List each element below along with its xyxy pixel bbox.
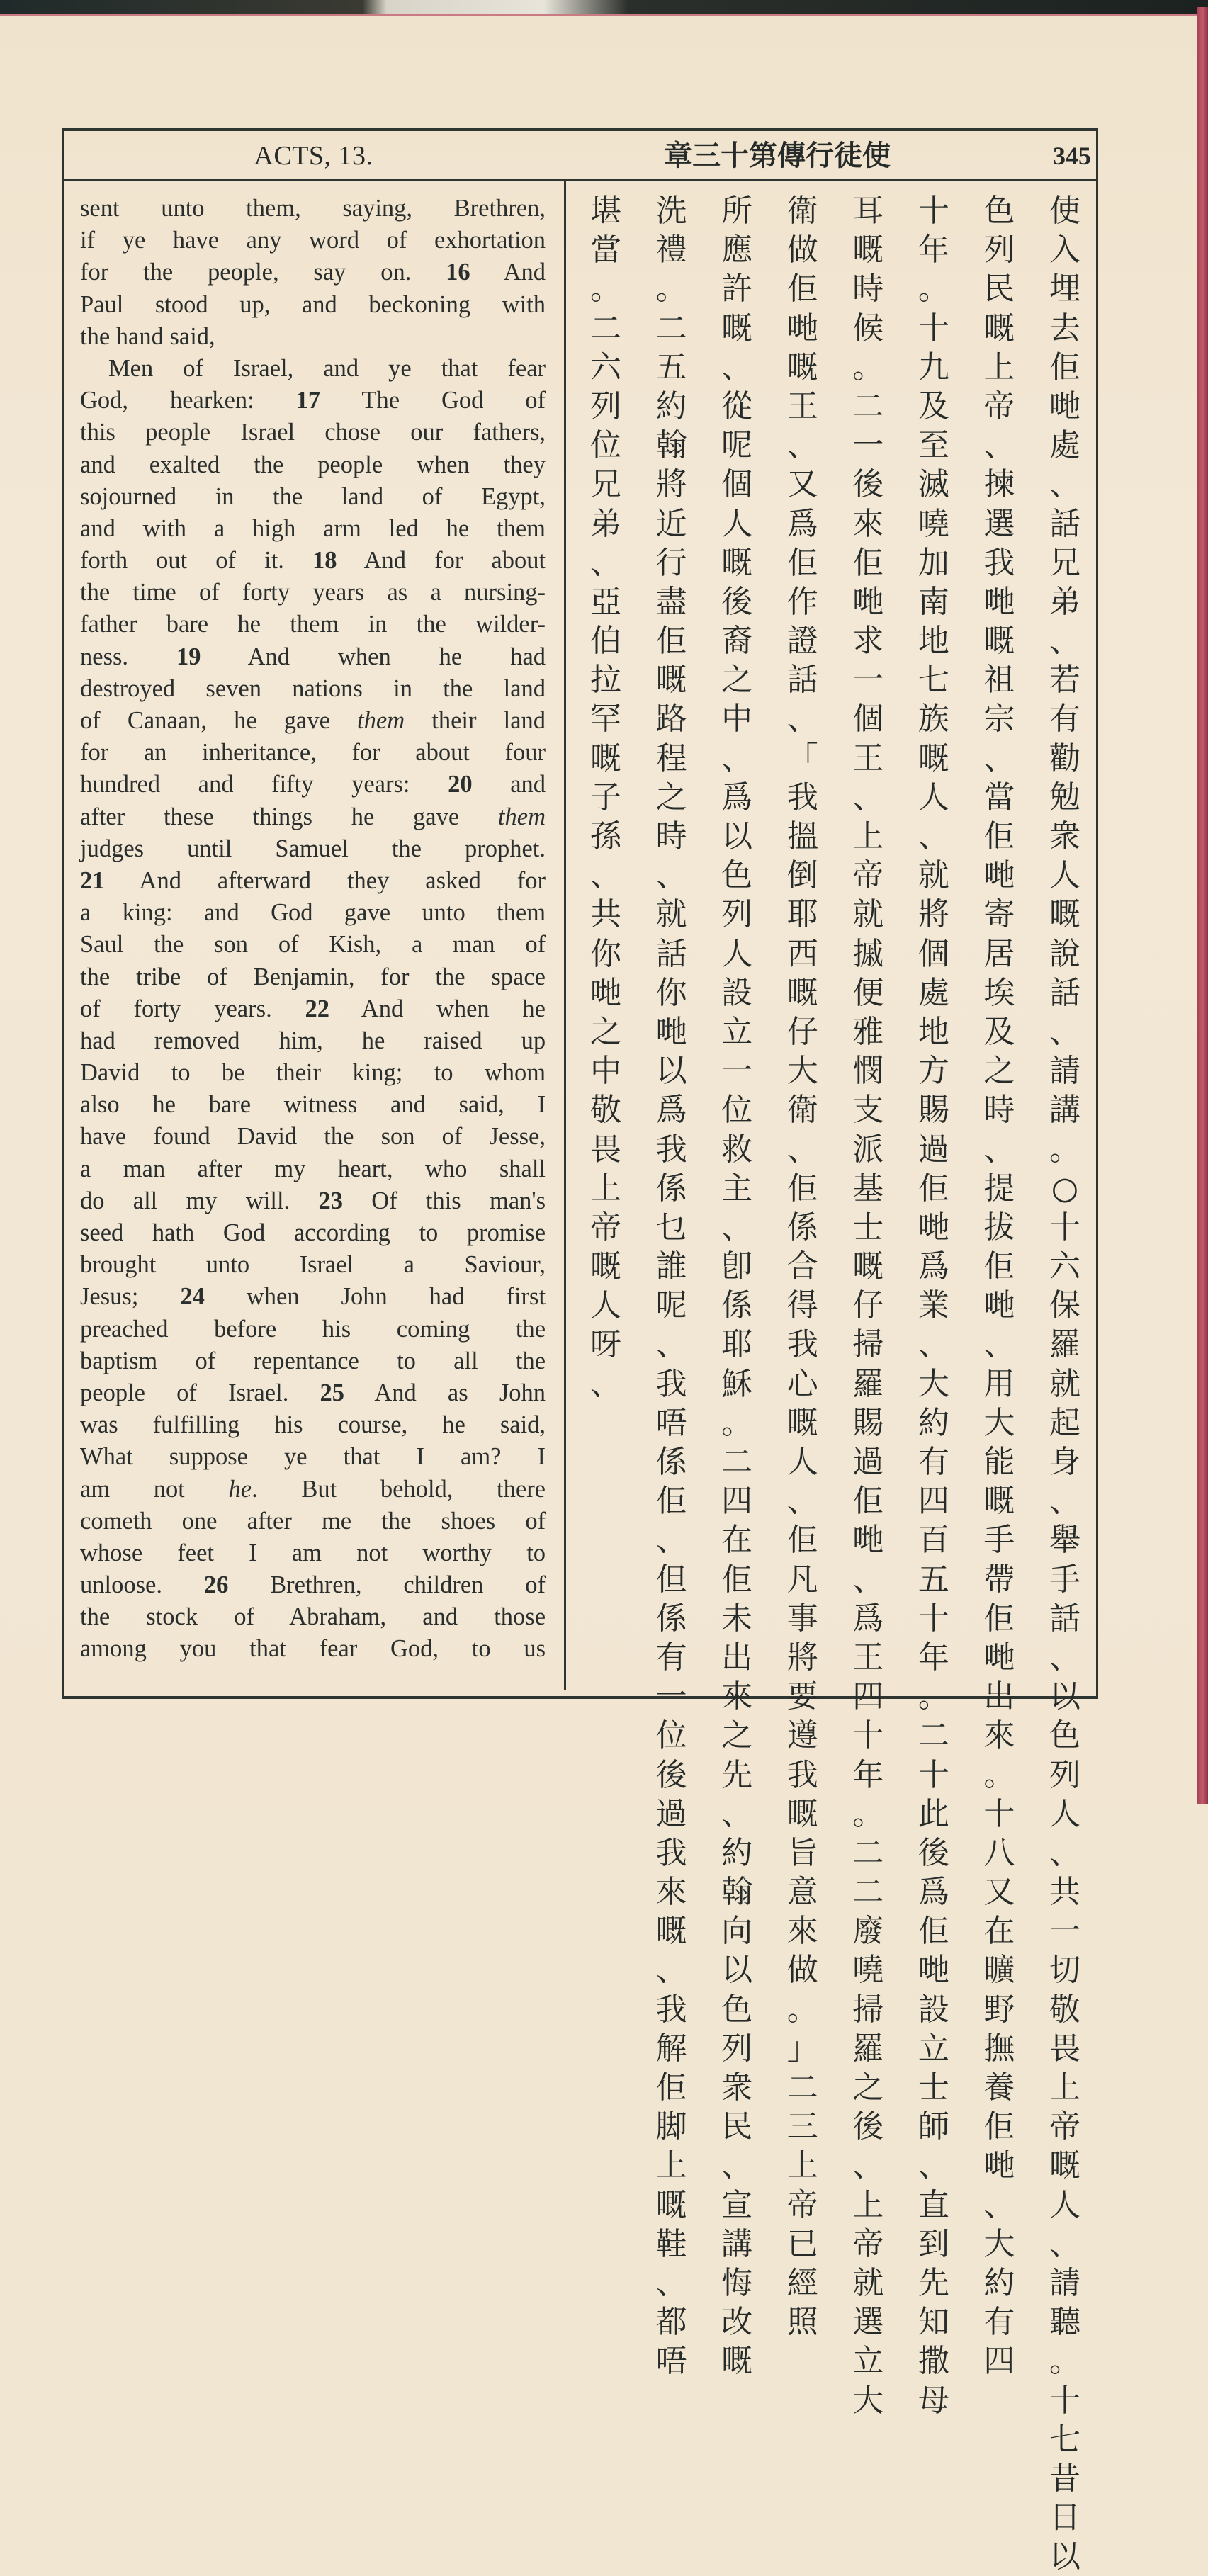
chinese-column: 十 年 。 十 九 及 至 滅 嘵 加 南 地 七 族 嘅 人 、 就 將 個 處 地 方 賜 過 佢 哋 爲 業 、 大 約 有 四 百 五 十 年 。 二 十 此 後 爲 佢 哋 設 立 士 師 、 直 到 先 知 撒 母 xyxy=(918,193,949,2419)
verse-number: 20 xyxy=(448,771,473,798)
english-line: Paul stood up, and beckoning with xyxy=(80,290,546,318)
running-header-chinese: 章三十第傳行徒使 xyxy=(664,139,891,172)
english-line: forth out of it. 18 And for about xyxy=(80,547,546,575)
english-line: ness. 19 And when he had xyxy=(80,643,546,670)
english-line: this people Israel chose our fathers, xyxy=(80,419,546,446)
verse-number: 18 xyxy=(312,547,337,575)
verse-number: 22 xyxy=(305,995,329,1022)
chinese-text-column xyxy=(581,191,1090,2575)
english-line: am not he. But behold, there xyxy=(80,1475,546,1503)
chinese-column: 洗 禮 。 二 五 約 翰 將 近 行 盡 佢 嘅 路 程 之 時 、 就 話 你 哋 以 爲 我 係 乜 誰 呢 、 我 唔 係 佢 、 但 係 有 一 位 後 過 我 來 嘅 、 我 解 佢 脚 上 嘅 鞋 、 都 唔 xyxy=(655,193,687,2380)
page-number: 345 xyxy=(1053,142,1091,170)
english-line: for the people, say on. 16 And xyxy=(80,259,546,286)
english-line: for an inheritance, for about four xyxy=(80,739,546,767)
english-line: a king: and God gave unto them xyxy=(80,899,546,927)
english-line: and exalted the people when they xyxy=(80,451,546,478)
book-cover-edge xyxy=(1197,7,1208,1804)
verse-number: 25 xyxy=(320,1379,345,1406)
english-line: sojourned in the land of Egypt, xyxy=(80,482,546,510)
english-line: What suppose ye that I am? I xyxy=(80,1443,546,1471)
english-line: was fulfilling his course, he said, xyxy=(80,1411,546,1439)
english-line: hundred and fifty years: 20 and xyxy=(80,771,546,798)
chinese-column: 耳 嘅 時 候 。 二 一 後 來 佢 哋 求 一 個 王 、 上 帝 就 摵 便 雅 憫 支 派 基 士 嘅 仔 掃 羅 賜 過 佢 哋 、 爲 王 四 十 年 。 二 二 廢 嘵 掃 羅 之 後 、 上 帝 就 選 立 大 xyxy=(852,193,884,2419)
english-line: the tribe of Benjamin, for the space xyxy=(80,963,546,990)
english-line: David to be their king; to whom xyxy=(80,1059,546,1087)
verse-number: 21 xyxy=(80,866,105,894)
english-line: destroyed seven nations in the land xyxy=(80,674,546,702)
english-line: 21 And afterward they asked for xyxy=(80,866,546,894)
english-line: unloose. 26 Brethren, children of xyxy=(80,1571,546,1599)
english-line: sent unto them, saying, Brethren, xyxy=(80,195,546,222)
english-line: of Canaan, he gave them their land xyxy=(80,707,546,734)
english-line: the stock of Abraham, and those xyxy=(80,1603,546,1631)
english-line: people of Israel. 25 And as John xyxy=(80,1379,546,1406)
english-line: Saul the son of Kish, a man of xyxy=(80,931,546,959)
english-line: brought unto Israel a Saviour, xyxy=(80,1251,546,1279)
page-top-edge xyxy=(0,14,1208,16)
english-line: God, hearken: 17 The God of xyxy=(80,387,546,414)
verse-number: 23 xyxy=(318,1187,343,1214)
english-line: judges until Samuel the prophet. xyxy=(80,835,546,862)
english-line: whose feet I am not worthy to xyxy=(80,1539,546,1566)
english-line: Jesus; 24 when John had first xyxy=(80,1283,546,1311)
english-line: the hand said, xyxy=(80,322,215,350)
verse-number: 17 xyxy=(295,387,321,414)
english-line: had removed him, he raised up xyxy=(80,1027,546,1054)
top-rule xyxy=(62,128,1098,131)
english-line: and with a high arm led he them xyxy=(80,514,546,542)
english-line: also he bare witness and said, I xyxy=(80,1091,546,1119)
english-line: after these things he gave them xyxy=(80,803,546,830)
verse-number: 19 xyxy=(176,643,201,670)
running-header-english: ACTS, 13. xyxy=(254,141,373,171)
background-strip xyxy=(0,0,1208,14)
english-line: have found David the son of Jesse, xyxy=(80,1123,546,1151)
chinese-column: 色 列 民 嘅 上 帝 、 揀 選 我 哋 嘅 祖 宗 、 當 佢 哋 寄 居 埃 及 之 時 、 提 拔 佢 哋 、 用 大 能 嘅 手 帶 佢 哋 出 來 。 十 八 又 在 曠 野 撫 養 佢 哋 、 大 約 有 四 xyxy=(983,193,1015,2380)
header-rule xyxy=(62,179,1098,181)
verse-number: 24 xyxy=(180,1283,205,1311)
english-line: if ye have any word of exhortation xyxy=(80,227,546,254)
chinese-column: 使 入 埋 去 佢 哋 處 、 話 兄 弟 、 若 有 勸 勉 衆 人 嘅 說 話 、 請 講 。 ○ 十 六 保 羅 就 起 身 、 舉 手 話 、 以 色 列 人 、 共 一 切 敬 畏 上 帝 嘅 人 、 請 聽 。 十 七 昔 日 以 xyxy=(1049,193,1080,2575)
english-line: cometh one after me the shoes of xyxy=(80,1507,546,1535)
english-line: of forty years. 22 And when he xyxy=(80,995,546,1022)
english-line: do all my will. 23 Of this man's xyxy=(80,1187,546,1214)
verse-number: 26 xyxy=(203,1571,229,1599)
english-line: baptism of repentance to all the xyxy=(80,1347,546,1374)
column-divider xyxy=(564,181,566,1690)
english-line: Men of Israel, and ye that fear xyxy=(108,354,546,382)
english-line: a man after my heart, who shall xyxy=(80,1155,546,1182)
english-line: the time of forty years as a nursing- xyxy=(80,579,546,606)
english-text-column xyxy=(80,193,546,1666)
chinese-column: 衛 做 佢 哋 嘅 王 、 又 爲 佢 作 證 話 、 「 我 搵 倒 耶 西 嘅 仔 大 衛 、 佢 係 合 得 我 心 嘅 人 、 佢 凡 事 將 要 遵 我 嘅 旨 意 來 做 。 」 二 三 上 帝 已 經 照 xyxy=(786,193,818,2341)
chinese-column: 所 應 許 嘅 、 從 呢 個 人 嘅 後 裔 之 中 、 爲 以 色 列 人 設 立 一 位 救 主 、 卽 係 耶 穌 。 二 四 在 佢 未 出 來 之 先 、 約 翰 向 以 色 列 衆 民 、 宣 講 悔 改 嘅 xyxy=(721,193,753,2380)
verse-number: 16 xyxy=(446,259,470,286)
english-line: among you that fear God, to us xyxy=(80,1635,546,1663)
chinese-column: 堪 當 。 二 六 列 位 兄 弟 、 亞 伯 拉 罕 嘅 子 孫 、 共 你 哋 之 中 敬 畏 上 帝 嘅 人 呀 、 xyxy=(590,193,621,1402)
english-line: seed hath God according to promise xyxy=(80,1219,546,1246)
english-line: preached before his coming the xyxy=(80,1315,546,1343)
english-line: father bare he them in the wilder- xyxy=(80,611,546,638)
